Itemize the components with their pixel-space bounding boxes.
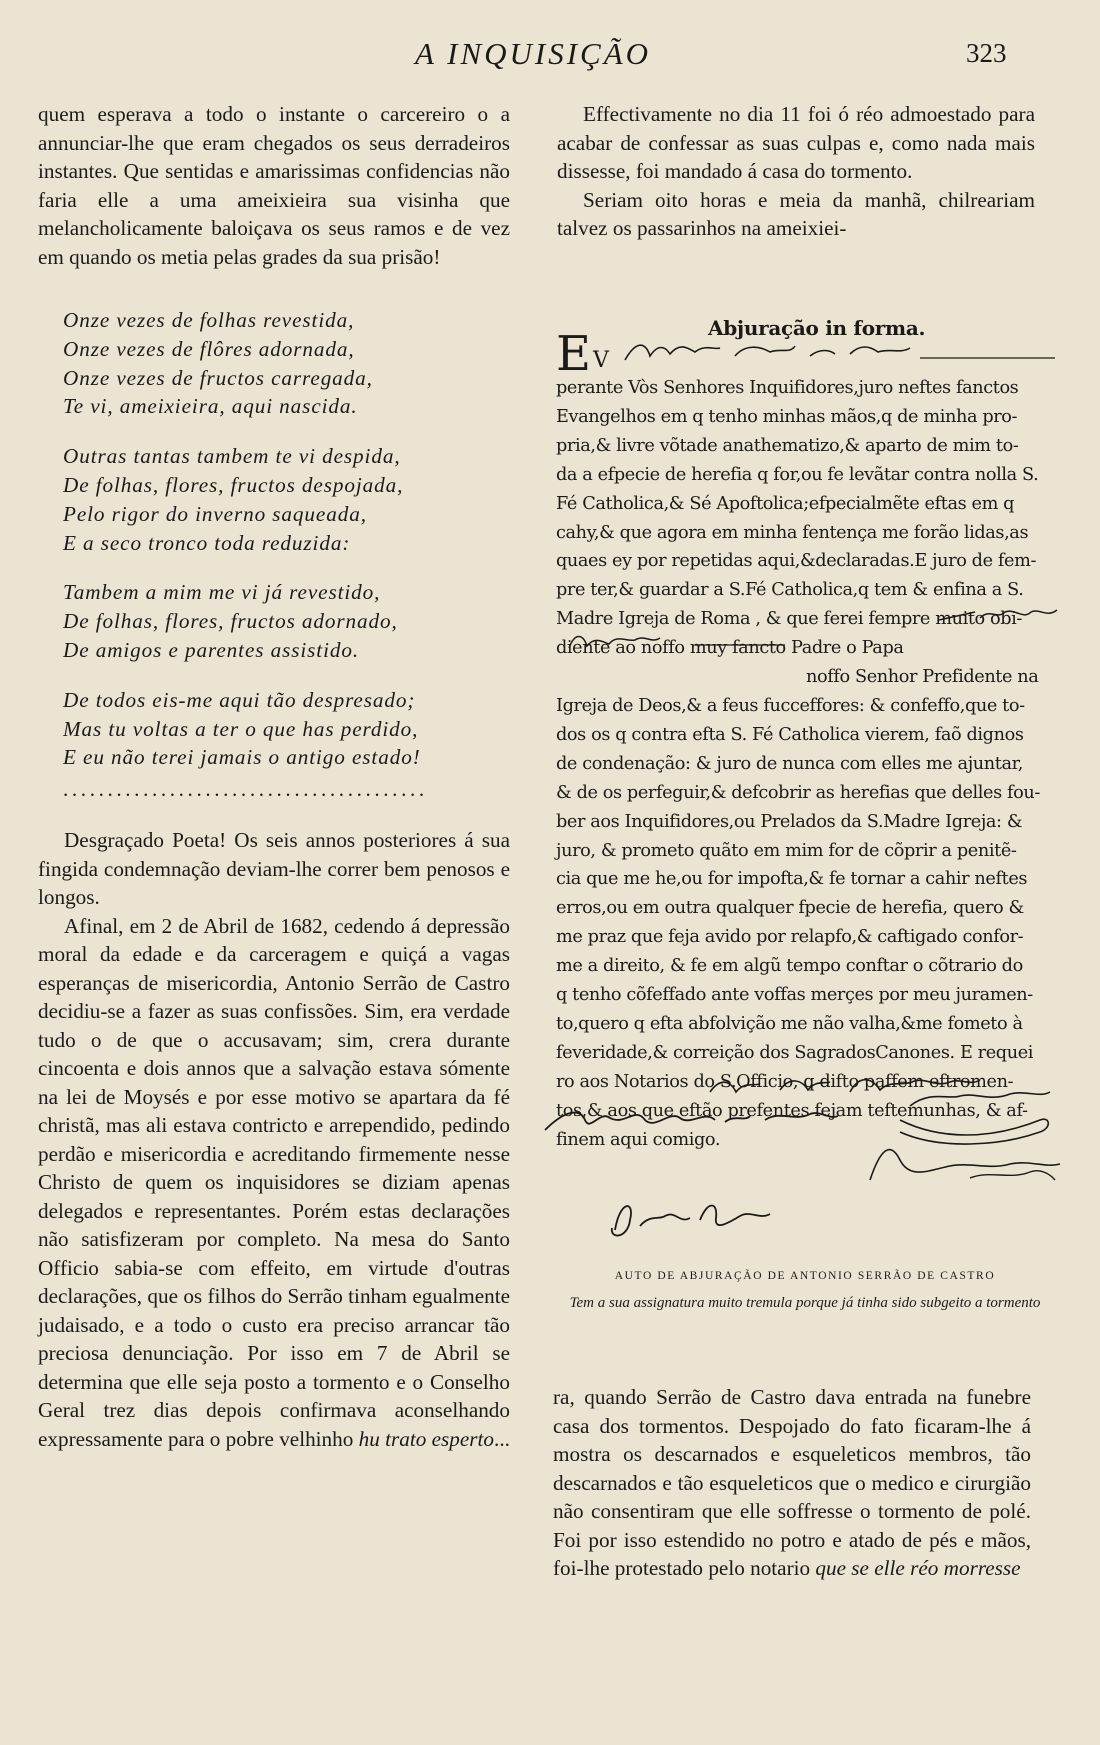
left-column (38, 100, 510, 1453)
handwritten-name (620, 334, 1060, 368)
paragraph-italic: hu trato esperto (358, 1426, 495, 1451)
poem-verse: Outras tantas tambem te vi despida, (63, 444, 401, 469)
poem-verse: De amigos e parentes assistido. (63, 637, 360, 662)
paragraph-text: ... (494, 1426, 510, 1451)
poem-verse: De folhas, flores, fructos despojada, (63, 472, 404, 497)
poem-stanza-4 (38, 686, 510, 772)
facsimile-drop-cap-rest: V (593, 348, 609, 373)
facsimile-line: ber aos Inquifidores,ou Prelados da S.Madre Igreja: & (556, 811, 1023, 832)
page-number: 323 (966, 38, 1007, 68)
signatures (540, 1070, 1070, 1260)
handwritten-pope-name (935, 600, 1065, 630)
paragraph-text: Afinal, em 2 de Abril de 1682, cedendo á depressão moral da edade e da carceragem e quiçá a vagas esperanças de misericordia, Antonio Serrão de Castro decidiu-se a fazer as suas confissões. Sim, era verdade tudo o de que o accusavam; sim, crera durante cincoenta e dois annos que a salvação estava sómente na lei de Moysés e por esse motivo se apartara da fé christã, mas ali estava contricto e arrependido, pedindo perdão e misericordia e acreditando firmemente nesse Christo de quem os inquisidores se diziam apenas delegados e representantes. Porém estas declarações não satisfizeram por completo. Na mesa do Santo Officio sabia-se com effeito, em virtude d'outras declarações, que os filhos do Serrão tinham egualmente judaisado, e a todo o custo era preciso arrancar tão preciosa denunciação. Por isso em 7 de Abril se determina que elle seja posto a tormento e o Conselho Geral trez dias depois confirmava aconselhando expressamente para o pobre velhinho (38, 913, 510, 1451)
poem-stanza-1 (38, 306, 510, 421)
facsimile-caption-title: AUTO DE ABJURAÇÃO DE ANTONIO SERRÃO DE CASTRO (614, 1270, 996, 1282)
poem-verse: Mas tu voltas a ter o que has perdido, (63, 716, 419, 741)
facsimile-line: & de os perfeguir,& defcobrir as herefias que delles fou- (556, 782, 1040, 803)
facsimile-line: diente ao noffo muy fancto Padre o Papa (556, 638, 904, 659)
facsimile-line: to,quero q efta abfolvição me não valha,&me fometo à (556, 1013, 1023, 1034)
intro-paragraph: quem esperava a todo o instante o carcereiro o a annunciar-lhe que eram chegados os seus derradeiros instantes. Que sentidas e amarissimas confidencias não faria elle a uma ameixieira sua visinha que melancholicamente baloiçava os seus ramos e de vez em quando os metia pelas grades da sua prisão! (38, 102, 510, 269)
facsimile-line: pria,& livre võtade anathematizo,& aparto de mim to- (556, 435, 1019, 456)
poem-stanza-3 (38, 578, 510, 664)
facsimile-line: pre ter,& guardar a S.Fé Catholica,q tem & enfina a S. (556, 580, 1024, 601)
poem-verse: Onze vezes de fructos carregada, (63, 365, 373, 390)
running-title: A INQUISIÇÃO (415, 36, 652, 71)
facsimile-line: de condenação: & juro de nunca com elles me ajuntar, (556, 753, 1023, 774)
poem-verse: E eu não terei jamais o antigo estado! (63, 745, 421, 770)
facsimile-line: quaes ey por repetidas aqui,&declaradas.E juro de fem- (556, 551, 1037, 572)
facsimile-line: me praz que feja avido por relapfo,& caftigado confor- (556, 927, 1024, 948)
poem-verse: Tambem a mim me vi já revestido, (63, 580, 381, 605)
facsimile-heading: Abjuração in forma. (708, 316, 926, 340)
paragraph (553, 1383, 1031, 1583)
poem-stanza-2 (38, 442, 510, 557)
facsimile-line: cahy,& que agora em minha fentença me forão lidas,as (556, 522, 1029, 543)
facsimile-line: feveridade,& correição dos SagradosCanones. E requei (556, 1042, 1034, 1063)
facsimile-body (556, 374, 1056, 1154)
abjuration-facsimile (540, 310, 1070, 1311)
paragraph (38, 912, 510, 1454)
poem-verse: Te vi, ameixieira, aqui nascida. (63, 394, 358, 419)
facsimile-line: finem aqui comigo. (556, 1129, 721, 1150)
paragraph: Effectivamente no dia 11 foi ó réo admoestado para acabar de confessar as suas culpas e, como nada mais dissesse, foi mandado á casa do tormento. (557, 102, 1035, 183)
facsimile-line: juro, & prometo quãto em mim for de cõprir a penitẽ- (556, 840, 1017, 861)
facsimile-line: Evangelhos em q tenho minhas mãos,q de minha pro- (556, 406, 1018, 427)
poem-verse: Onze vezes de flôres adornada, (63, 336, 355, 361)
poem-ellipsis: ......................................... (63, 778, 428, 801)
handwritten-pope-name-2 (565, 628, 790, 658)
facsimile-drop-cap: E (556, 326, 592, 382)
poem (38, 306, 510, 800)
facsimile-line: cia que me he,ou for impofta,& fe tornar a cahir neftes (556, 869, 1028, 890)
facsimile-line: Igreja de Deos,& a feus fucceffores: & confeffo,que to- (556, 695, 1025, 716)
paragraph: Desgraçado Poeta! Os seis annos posteriores á sua fingida condemnação deviam-lhe correr bem penosos e longos. (38, 828, 510, 910)
right-column-top (557, 100, 1035, 243)
facsimile-line: erros,ou em outra qualquer fpecie de herefia, quero & (556, 898, 1024, 919)
paragraph-italic: que se elle réo morresse (815, 1556, 1021, 1580)
facsimile-line: ro aos Notarios do S.Officio, q difto paffem eftromen- (556, 1071, 1014, 1092)
facsimile-line: dos os q contra efta S. Fé Catholica vierem, faõ dignos (556, 724, 1024, 745)
paragraph: Seriam oito horas e meia da manhã, chilreariam talvez os passarinhos na ameixiei- (557, 187, 1035, 240)
right-column-bottom (553, 1383, 1031, 1583)
facsimile-caption-subtitle: Tem a sua assignatura muito tremula porque já tinha sido subgeito a tormento (569, 1295, 1041, 1311)
page-header (0, 30, 1100, 80)
poem-verse: Pelo rigor do inverno saqueada, (63, 501, 367, 526)
poem-verse: De folhas, flores, fructos adornado, (63, 609, 398, 634)
poem-verse: De todos eis-me aqui tão despresado; (63, 687, 416, 712)
paragraph-text: ra, quando Serrão de Castro dava entrada na funebre casa dos tormentos. Despojado do fato ficaram-lhe á mostra os descarnados e esqueleticos membros, tão descarnados e tão esqueleticos que o medico e cirurgião não consentiram que elle soffresse o tormento de polé. Foi por isso estendido no potro e atado de pés e mãos, foi-lhe protestado pelo notario (553, 1385, 1031, 1580)
poem-verse: E a seco tronco toda reduzida: (63, 530, 351, 555)
facsimile-line: Madre Igreja de Roma , & que ferei fempre muito obi- (556, 609, 1023, 630)
poem-verse: Onze vezes de folhas revestida, (63, 308, 355, 332)
facsimile-line: perante Vòs Senhores Inquifidores,juro neftes fanctos (556, 378, 1019, 398)
facsimile-line: q tenho cõfeffado ante voffas merçes por meu juramen- (556, 985, 1033, 1006)
facsimile-line: tos,& aos que eftão prefentes fejam teftemunhas, & af- (556, 1100, 1028, 1121)
facsimile-line: da a efpecie de herefia q for,ou fe levãtar contra nolla S. (556, 464, 1039, 485)
facsimile-line: noffo Senhor Prefidente na (806, 667, 1039, 688)
facsimile-line: Fé Catholica,& Sé Apoftolica;efpecialmẽte eftas em q (556, 493, 1015, 514)
facsimile-line: me a direito, & fe em algũ tempo conftar o cõtrario do (556, 956, 1023, 977)
